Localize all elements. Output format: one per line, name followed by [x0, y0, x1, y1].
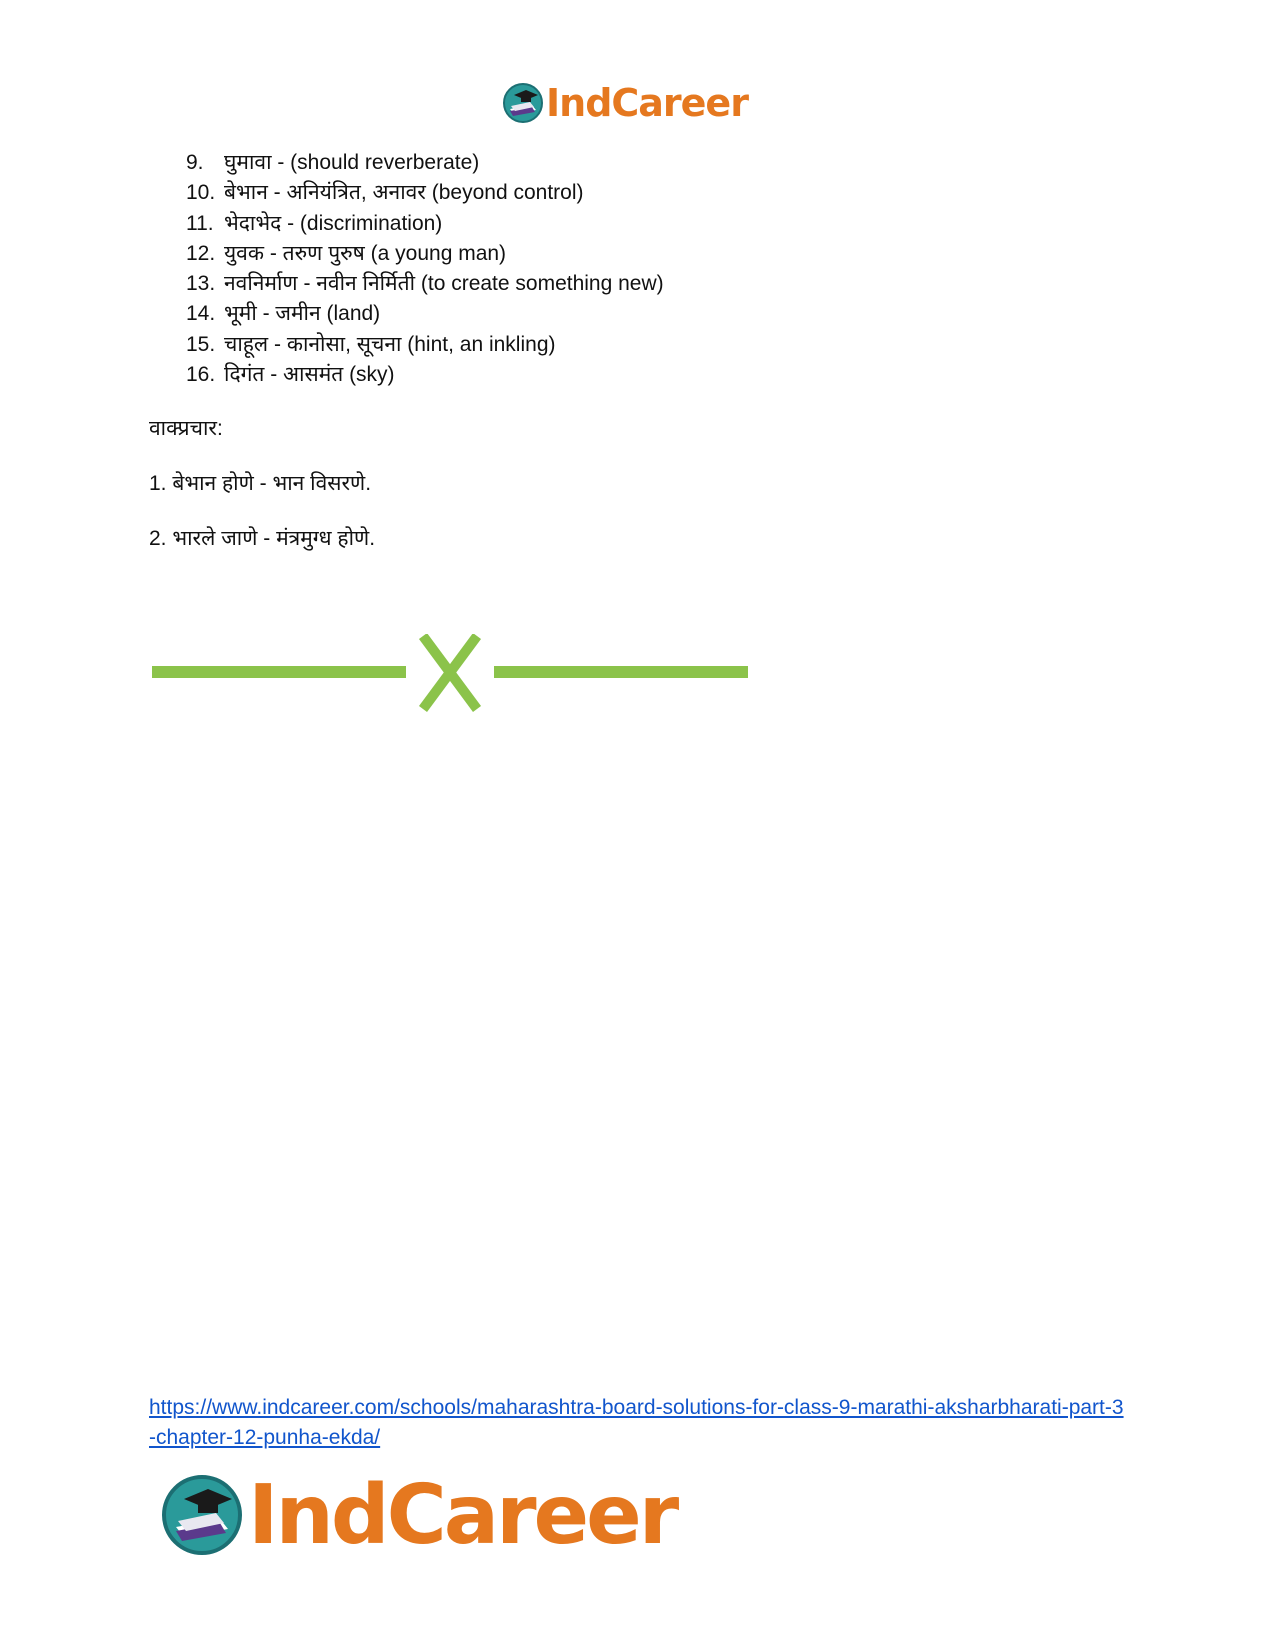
- phrases-heading: वाक्प्रचार:: [149, 417, 223, 440]
- vocabulary-list: [186, 148, 664, 390]
- item-number: 14.: [186, 302, 216, 326]
- list-item: [186, 178, 664, 208]
- graduation-cap-books-icon: [160, 1473, 244, 1557]
- list-item: [186, 269, 664, 299]
- item-text: भूमी - जमीन (land): [224, 302, 381, 326]
- item-number: 9.: [186, 151, 204, 174]
- item-text: युवक - तरुण पुरुष (a young man): [224, 241, 507, 265]
- list-item: [186, 209, 664, 239]
- logo-text: IndCareer: [248, 1467, 677, 1563]
- item-text: नवनिर्माण - नवीन निर्मिती (to create something new): [224, 272, 664, 296]
- phrase-item: 2. भारले जाणे - मंत्रमुग्ध होणे.: [149, 527, 376, 550]
- list-item: [186, 360, 664, 390]
- footer-logo: [160, 1465, 676, 1565]
- logo-text: IndCareer: [546, 81, 748, 125]
- item-number: 15.: [186, 332, 216, 356]
- x-divider-icon: [150, 634, 750, 714]
- item-number: 10.: [186, 181, 216, 205]
- graduation-cap-books-icon: [502, 82, 544, 124]
- list-item: [186, 239, 664, 269]
- list-item: [186, 299, 664, 329]
- item-text: बेभान - अनियंत्रित, अनावर (beyond control): [224, 181, 584, 205]
- source-link[interactable]: https://www.indcareer.com/schools/maharashtra-board-solutions-for-class-9-marathi-aksharbharati-part-3-chapter-12-punha-ekda/: [149, 1396, 1124, 1449]
- item-number: 16.: [186, 363, 216, 387]
- item-text: चाहूल - कानोसा, सूचना (hint, an inkling): [224, 332, 556, 356]
- header-logo: [502, 78, 748, 128]
- item-number: 13.: [186, 272, 216, 296]
- item-text: भेदाभेद - (discrimination): [224, 211, 443, 235]
- item-text: दिगंत - आसमंत (sky): [224, 363, 395, 387]
- item-number: 12.: [186, 241, 216, 265]
- item-number: 11.: [186, 211, 214, 235]
- list-item: [186, 148, 664, 178]
- item-text: घुमावा - (should reverberate): [224, 151, 480, 174]
- phrase-item: 1. बेभान होणे - भान विसरणे.: [149, 472, 372, 495]
- list-item: [186, 330, 664, 360]
